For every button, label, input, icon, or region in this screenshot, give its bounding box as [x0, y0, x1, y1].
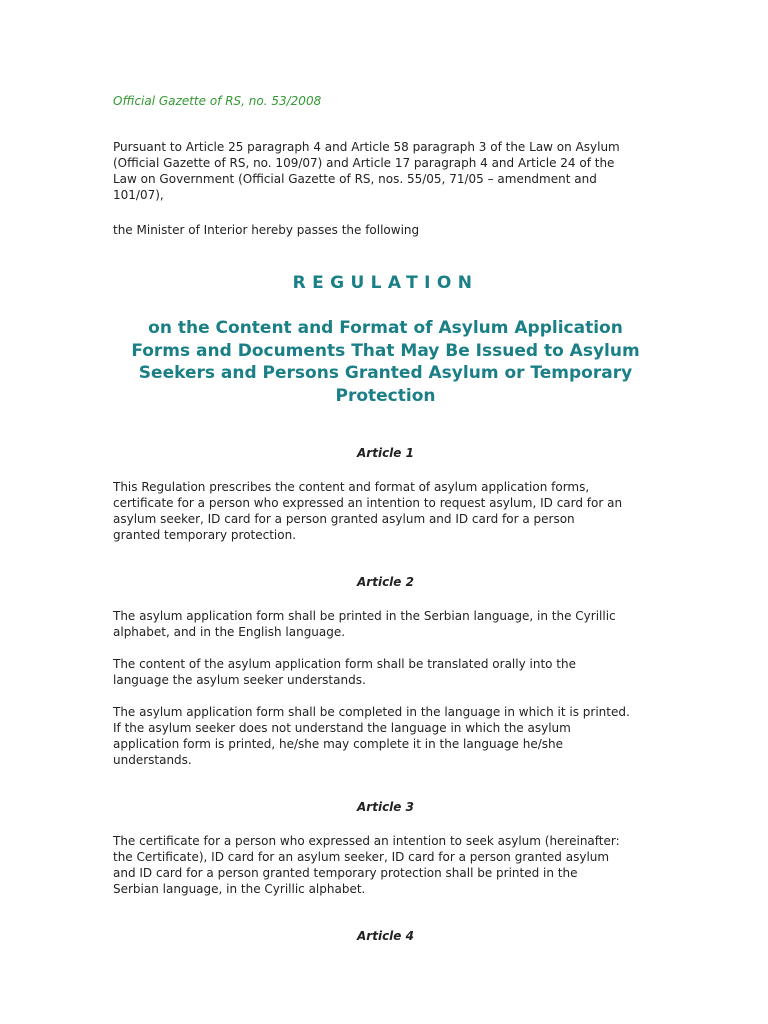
article-1-paragraph-1	[113, 479, 658, 543]
article-3-paragraph-1	[113, 833, 658, 897]
article-2-paragraph-2	[113, 656, 658, 688]
text-line: certificate for a person who expressed an intention to request asylum, ID card for an	[113, 496, 623, 510]
text-line: alphabet, and in the English language.	[113, 625, 346, 639]
text-line: If the asylum seeker does not understand the language in which the asylum	[113, 721, 571, 735]
regulation-subtitle	[113, 317, 658, 407]
text-line: Law on Government (Official Gazette of RS, nos. 55/05, 71/05 – amendment and	[113, 172, 597, 186]
text-line: and ID card for a person granted temporary protection shall be printed in the	[113, 866, 578, 880]
text-line: The content of the asylum application form shall be translated orally into the	[113, 657, 577, 671]
subtitle-line: Seekers and Persons Granted Asylum or Temporary	[138, 363, 633, 383]
text-line: asylum seeker, ID card for a person granted asylum and ID card for a person	[113, 512, 575, 526]
text-line: Pursuant to Article 25 paragraph 4 and Article 58 paragraph 3 of the Law on Asylum	[113, 140, 620, 154]
document-body	[113, 93, 658, 944]
article-2-heading: Article 2	[357, 575, 414, 589]
article-4-heading: Article 4	[357, 929, 414, 943]
subtitle-line: on the Content and Format of Asylum Application	[148, 318, 623, 338]
subtitle-line: Protection	[335, 385, 436, 406]
article-1-heading: Article 1	[357, 446, 414, 460]
text-line: understands.	[113, 753, 192, 767]
text-line: The asylum application form shall be printed in the Serbian language, in the Cyrillic	[113, 609, 616, 623]
subtitle-line: Forms and Documents That May Be Issued to Asylum	[131, 340, 640, 361]
minister-line: the Minister of Interior hereby passes the following	[113, 223, 420, 237]
text-line: (Official Gazette of RS, no. 109/07) and Article 17 paragraph 4 and Article 24 of the	[113, 156, 615, 170]
gazette-reference: Official Gazette of RS, no. 53/2008	[113, 94, 322, 108]
text-line: application form is printed, he/she may complete it in the language he/she	[113, 737, 564, 751]
article-2-paragraph-1	[113, 608, 658, 640]
text-line: 101/07),	[113, 188, 164, 202]
text-line: The certificate for a person who expressed an intention to seek asylum (hereinafter:	[113, 834, 620, 848]
text-line: The asylum application form shall be completed in the language in which it is printed.	[113, 705, 630, 719]
text-line: language the asylum seeker understands.	[113, 673, 366, 687]
text-line: the Certificate), ID card for an asylum seeker, ID card for a person granted asylum	[113, 850, 610, 864]
text-line: This Regulation prescribes the content and format of asylum application forms,	[113, 480, 590, 494]
article-2-paragraph-3	[113, 704, 658, 768]
article-3-heading: Article 3	[357, 800, 414, 814]
text-line: Serbian language, in the Cyrillic alphabet.	[113, 882, 366, 896]
regulation-title: REGULATION	[292, 273, 479, 293]
preamble-paragraph	[113, 139, 658, 203]
text-line: granted temporary protection.	[113, 528, 297, 542]
